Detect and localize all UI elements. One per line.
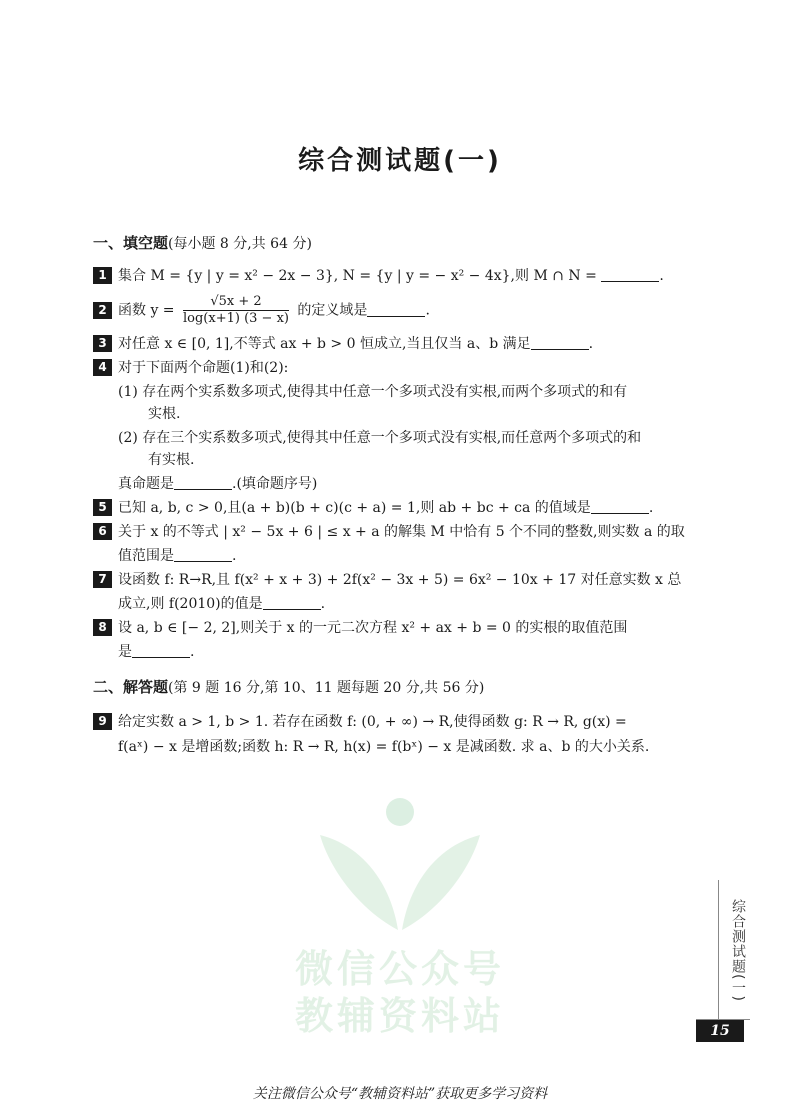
answer-blank	[591, 499, 649, 514]
watermark-text-line1: 微信公众号	[294, 947, 505, 991]
section-heading-fill-in	[93, 232, 312, 253]
watermark-leaf-right-icon	[402, 835, 480, 930]
question-end: .	[190, 644, 195, 660]
watermark-logo	[290, 790, 510, 940]
answer-blank	[367, 302, 425, 317]
question-answer-pre: 真命题是	[118, 476, 174, 492]
question-text: 已知 a, b, c > 0,且(a + b)(b + c)(c + a) = 1,则 ab + bc + ca 的值域是	[118, 500, 591, 516]
question-number: 8	[93, 619, 112, 636]
question-number: 7	[93, 571, 112, 588]
question-end: .	[648, 500, 654, 516]
question-text: 对任意 x ∈ [0, 1],不等式 ax + b > 0 恒成立,当且仅当 a、b 满足	[118, 336, 531, 352]
question-4-sub2-line2: 有实根.	[148, 452, 195, 468]
question-text: 值范围是	[118, 548, 174, 564]
question-4-sub2-line1: (2) 存在三个实系数多项式,使得其中任意一个多项式没有实根,而任意两个多项式的和	[118, 430, 642, 446]
question-4-sub1-line2: 实根.	[148, 406, 181, 422]
question-6	[93, 520, 685, 544]
answer-blank	[174, 475, 232, 490]
question-number: 9	[93, 713, 112, 730]
section-heading-text: 一、填空题	[93, 234, 169, 252]
question-number: 5	[93, 499, 112, 516]
question-9-line2: f(aˣ) − x 是增函数;函数 h: R → R, h(x) = f(bˣ) − x 是减函数. 求 a、b 的大小关系.	[118, 739, 650, 755]
question-8	[93, 616, 627, 640]
question-6-line2	[118, 544, 236, 568]
question-text: 设函数 f: R→R,且 f(x² + x + 3) + 2f(x² − 3x + 5) = 6x² − 10x + 17 对任意实数 x 总	[118, 572, 682, 588]
question-number: 3	[93, 335, 112, 352]
question-end: .	[232, 548, 237, 564]
question-number: 2	[93, 302, 112, 319]
question-end: .	[588, 336, 594, 352]
section-heading-solve	[93, 676, 484, 697]
question-text: 是	[118, 644, 132, 660]
question-1	[93, 264, 664, 288]
question-end: .	[320, 596, 326, 612]
question-7-line2	[118, 592, 325, 616]
section-heading-note: (第 9 题 16 分,第 10、11 题每题 20 分,共 56 分)	[168, 680, 485, 696]
question-3	[93, 332, 593, 356]
answer-blank	[174, 547, 232, 562]
answer-blank	[531, 335, 589, 350]
answer-blank	[601, 267, 659, 282]
question-text: 集合 M = {y | y = x² − 2x − 3}, N = {y | y = − x² − 4x},则 M ∩ N =	[118, 268, 602, 284]
question-text-post: 的定义域是	[292, 302, 368, 319]
answer-blank	[263, 595, 321, 610]
side-chapter-label: 综合测试题(一)	[730, 898, 746, 1002]
side-divider	[718, 880, 719, 1020]
question-4-sub1-line1: (1) 存在两个实系数多项式,使得其中任意一个多项式没有实根,而两个多项式的和有	[118, 384, 628, 400]
question-text: 设 a, b ∈ [− 2, 2],则关于 x 的一元二次方程 x² + ax + b = 0 的实根的取值范围	[118, 620, 628, 636]
page-number: 15	[696, 1020, 744, 1042]
question-answer-post: .(填命题序号)	[232, 476, 318, 492]
question-4	[93, 356, 288, 380]
question-end: .	[659, 268, 664, 284]
question-2	[93, 294, 430, 327]
answer-blank	[132, 643, 190, 658]
question-text: 对于下面两个命题(1)和(2):	[118, 360, 289, 376]
question-number: 1	[93, 267, 112, 284]
page-title: 综合测试题(一)	[298, 146, 502, 176]
question-8-line2	[118, 640, 194, 664]
fraction-denominator: log(x+1) (3 − x)	[183, 311, 289, 326]
question-5	[93, 496, 653, 520]
watermark-head-icon	[386, 798, 414, 826]
question-text: 给定实数 a > 1, b > 1. 若存在函数 f: (0, + ∞) → R,使得函数 g: R → R, g(x) =	[118, 714, 627, 730]
watermark-leaf-left-icon	[320, 835, 398, 930]
question-end: .	[425, 302, 430, 319]
question-text: 成立,则 f(2010)的值是	[118, 596, 263, 612]
question-9	[93, 710, 627, 734]
section-heading-note: (每小题 8 分,共 64 分)	[168, 236, 312, 252]
fraction	[183, 294, 289, 327]
question-7	[93, 568, 681, 592]
question-text-pre: 函数 y =	[118, 302, 179, 319]
footer-note: 关注微信公众号“教辅资料站”获取更多学习资料	[252, 1086, 548, 1102]
question-4-answer	[118, 472, 317, 496]
question-number: 4	[93, 359, 112, 376]
section-heading-text: 二、解答题	[93, 678, 169, 696]
fraction-numerator: √5x + 2	[183, 294, 289, 311]
question-number: 6	[93, 523, 112, 540]
question-text: 关于 x 的不等式 | x² − 5x + 6 | ≤ x + a 的解集 M 中恰有 5 个不同的整数,则实数 a 的取	[118, 524, 685, 540]
watermark-text-line2: 教辅资料站	[294, 994, 505, 1038]
